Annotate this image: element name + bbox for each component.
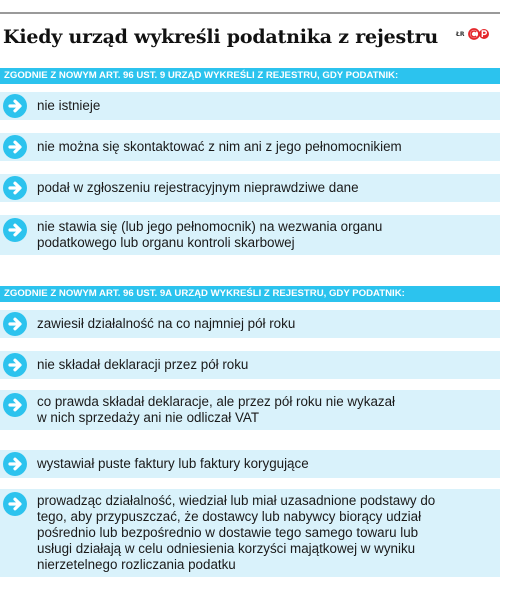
- section-heading: ZGODNIE Z NOWYM ART. 96 UST. 9A URZĄD WYKREŚLI Z REJESTRU, GDY PODATNIK:: [0, 286, 500, 302]
- arrow-right-icon: [2, 451, 28, 477]
- page-title: Kiedy urząd wykreśli podatnika z rejestru: [3, 26, 439, 48]
- list-item-line: nie istnieje: [37, 98, 101, 113]
- list-item-line: usługi działają w celu odniesienia korzyści majątkowej w wyniku: [37, 541, 416, 556]
- arrow-right-icon: [2, 175, 28, 201]
- list-item-text: [37, 493, 492, 573]
- arrow-right-icon: [2, 311, 28, 337]
- author-initials: ŁR: [456, 30, 465, 38]
- arrow-right-icon: [2, 217, 28, 243]
- arrow-right-icon: [2, 491, 28, 517]
- list-item-line: nie składał deklaracji przez pół roku: [37, 357, 249, 372]
- list-item: [0, 351, 500, 379]
- arrow-right-icon: [2, 134, 28, 160]
- list-item-text: [37, 180, 492, 196]
- list-item: [0, 310, 500, 338]
- list-item-text: [37, 357, 492, 373]
- arrow-right-icon: [2, 392, 28, 418]
- list-item-line: co prawda składał deklaracje, ale przez pół roku nie wykazał: [37, 394, 396, 409]
- section-heading: ZGODNIE Z NOWYM ART. 96 UST. 9 URZĄD WYKREŚLI Z REJESTRU, GDY PODATNIK:: [0, 68, 500, 84]
- credit: [456, 28, 490, 40]
- list-item: [0, 450, 500, 478]
- list-item-line: nie stawia się (lub jego pełnomocnik) na wezwania organu: [37, 219, 383, 234]
- list-item-text: [37, 456, 492, 472]
- list-item-line: wystawiał puste faktury lub faktury korygujące: [37, 456, 309, 471]
- list-item: [0, 133, 500, 161]
- list-item-line: pośrednio lub bezpośrednio w dostawie tego samego towaru lub: [37, 525, 419, 540]
- list-item-line: w nich sprzedaży ani nie odliczał VAT: [37, 410, 260, 425]
- top-rule: [0, 12, 500, 14]
- arrow-right-icon: [2, 93, 28, 119]
- list-item-text: [37, 98, 492, 114]
- list-item-line: podał w zgłoszeniu rejestracyjnym nieprawdziwe dane: [37, 180, 359, 195]
- list-item: [0, 390, 500, 430]
- list-item: [0, 174, 500, 202]
- list-item-line: zawiesił działalność na co najmniej pół roku: [37, 316, 296, 331]
- list-item: [0, 489, 500, 577]
- publisher-logo-icon: [468, 28, 490, 40]
- list-item-line: prowadząc działalność, wiedział lub miał uzasadnione podstawy do: [37, 493, 436, 508]
- list-item-line: podatkowego lub organu kontroli skarbowej: [37, 235, 295, 250]
- list-item-line: tego, aby przypuszczać, że dostawcy lub nabywcy biorący udział: [37, 509, 422, 524]
- list-item-line: nierzetelnego rozliczania podatku: [37, 557, 236, 572]
- list-item-text: [37, 316, 492, 332]
- list-item: [0, 92, 500, 120]
- list-item-text: [37, 219, 492, 251]
- list-item: [0, 215, 500, 255]
- list-item-text: [37, 394, 492, 426]
- list-item-line: nie można się skontaktować z nim ani z jego pełnomocnikiem: [37, 139, 402, 154]
- arrow-right-icon: [2, 352, 28, 378]
- list-item-text: [37, 139, 492, 155]
